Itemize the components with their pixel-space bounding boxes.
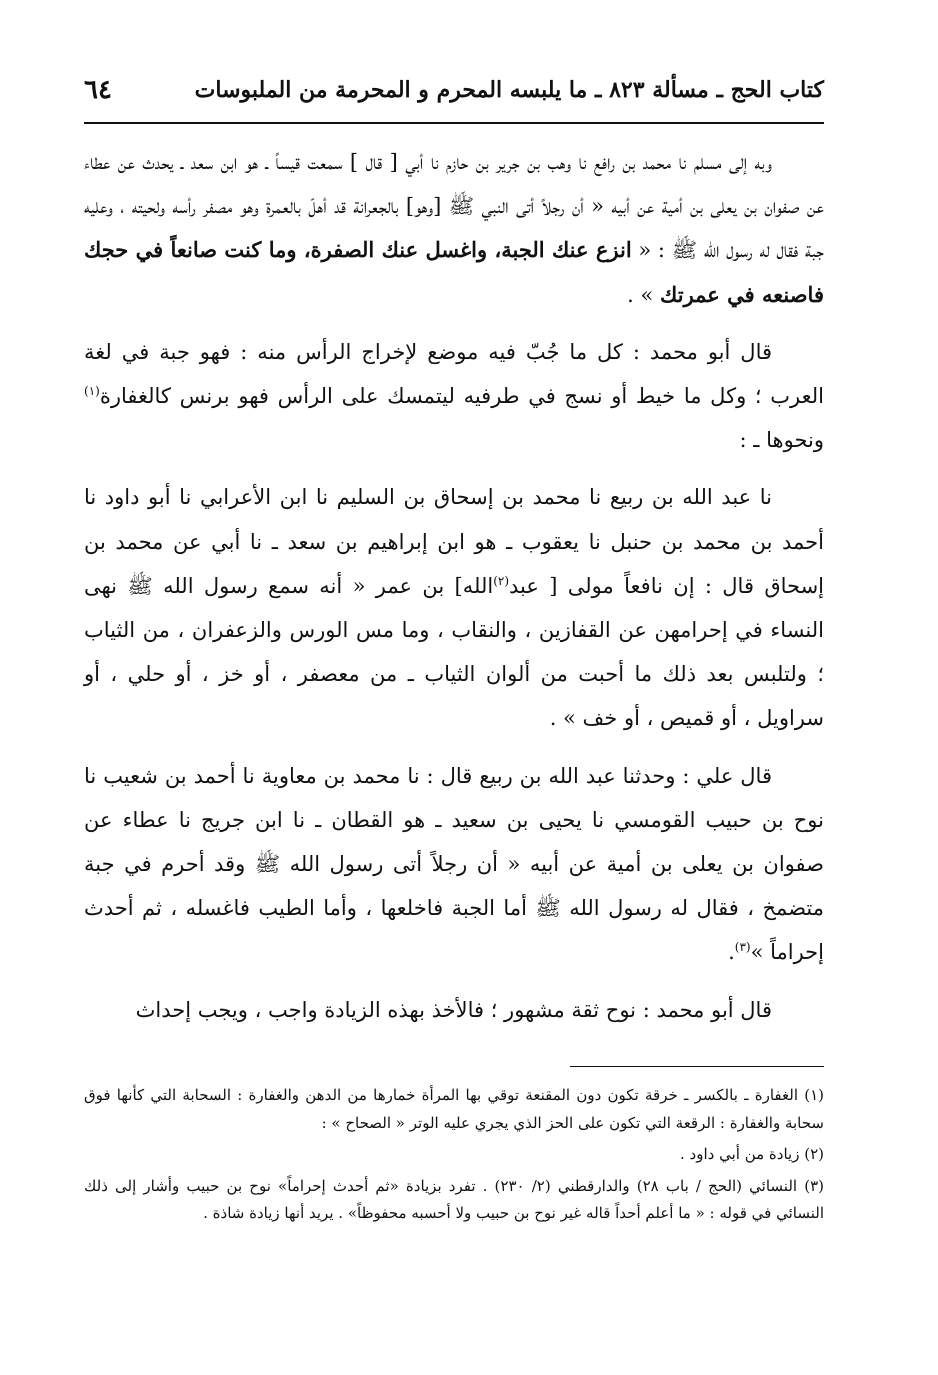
footnote-3: (٣) النسائي (الحج / باب ٢٨) والدارقطني (٢/ ٢٣٠) . تفرد بزيادة «ثم أحدث إحراماً» نوح بن حبيب وأشار إلى ذلك النسائي في قوله : « ما أعلم أحداً قاله غير نوح بن حبيب ولا أحسبه محفوظاً» . يريد أنها زيادة شاذة . <box>84 1176 824 1222</box>
footnotes <box>84 1082 824 1232</box>
footnote-ref-2[interactable]: (٢) <box>493 573 510 588</box>
footnote-1: (١) الغفارة ـ بالكسر ـ خرقة تكون دون المقنعة توقي بها المرأة خمارها من الدهن والغفارة : السحابة التي كأنها فوق سحابة والغفارة : الرقعة التي تكون على الحز الذي يجري عليه الوتر « الصحاح » : <box>84 1086 824 1132</box>
page-number: ٦٤ <box>84 75 112 105</box>
footnote-divider <box>570 1066 824 1067</box>
paragraph-commentary-1: قال أبو محمد : كل ما جُبّ فيه موضع لإخراج الرأس منه : فهو جبة في لغة العرب ؛ وكل ما خيط أو نسج في طرفيه ليتمسك على الرأس فهو برنس كالغفارة$^{(١)}$ ونحوها ـ : <box>84 339 824 453</box>
main-text <box>84 140 824 1045</box>
paragraph-hadith-1: وبه إلى مسلم نا محمد بن رافع نا وهب بن جرير بن حازم نا أبي [ قال ] سمعت قيساً ـ هو ابن سعد ـ يحدث عن عطاء عن صفوان بن يعلى بن أمية عن أبيه « أن رجلاً أتى النبي ﷺ [وهو] بالجعرانة قد أهلّ بالعمرة وهو مصفر رأسه ولحيته ، وعليه جبة فقال له رسول الله ﷺ : « انزع عنك الجبة، واغسل عنك الصفرة، وما كنت صانعاً في حجك فاصنعه في عمرتك » . <box>84 150 825 307</box>
footnote-ref-1[interactable]: (١) <box>84 384 100 399</box>
page-header <box>84 70 824 110</box>
header-title: كتاب الحج ـ مسألة ٨٢٣ ـ ما يلبسه المحرم و المحرمة من الملبوسات <box>194 77 824 103</box>
footnote-ref-3[interactable]: (٣) <box>734 940 751 955</box>
prophet-quote-bold: انزع عنك الجبة، واغسل عنك الصفرة، وما كنت صانعاً في حجك فاصنعه في عمرتك <box>84 237 824 307</box>
paragraph-commentary-2: قال أبو محمد : نوح ثقة مشهور ؛ فالأخذ بهذه الزيادة واجب ، ويجب إحداث <box>135 997 772 1022</box>
footnote-2: (٢) زيادة من أبي داود . <box>680 1145 824 1163</box>
paragraph-hadith-3: قال علي : وحدثنا عبد الله بن ربيع قال : نا محمد بن معاوية نا أحمد بن شعيب نا نوح بن حبيب القومسي نا يحيى بن سعيد ـ هو القطان ـ نا ابن جريج نا عطاء عن صفوان بن يعلى بن أمية عن أبيه « أن رجلاً أتى رسول الله ﷺ وقد أحرم في جبة متضمخ ، فقال له رسول الله ﷺ أما الجبة فاخلعها ، وأما الطيب فاغسله ، ثم أحدث إحراماً »$^{(٣)}$. <box>84 763 824 965</box>
paragraph-hadith-2: نا عبد الله بن ربيع نا محمد بن إسحاق بن السليم نا ابن الأعرابي نا أبو داود نا أحمد بن محمد بن حنبل نا يعقوب ـ هو ابن إبراهيم بن سعد ـ نا أبي عن محمد بن إسحاق قال : إن نافعاً مولى [ عبد$^{(٢)}$الله] بن عمر « أنه سمع رسول الله ﷺ نهى النساء في إحرامهن عن القفازين ، والنقاب ، وما مس الورس والزعفران ، من الثياب ؛ ولتلبس بعد ذلك ما أحبت من ألوان الثياب ـ من معصفر ، أو خز ، أو حلي ، أو سراويل ، أو قميص ، أو خف » . <box>84 485 825 731</box>
header-divider <box>84 122 824 124</box>
